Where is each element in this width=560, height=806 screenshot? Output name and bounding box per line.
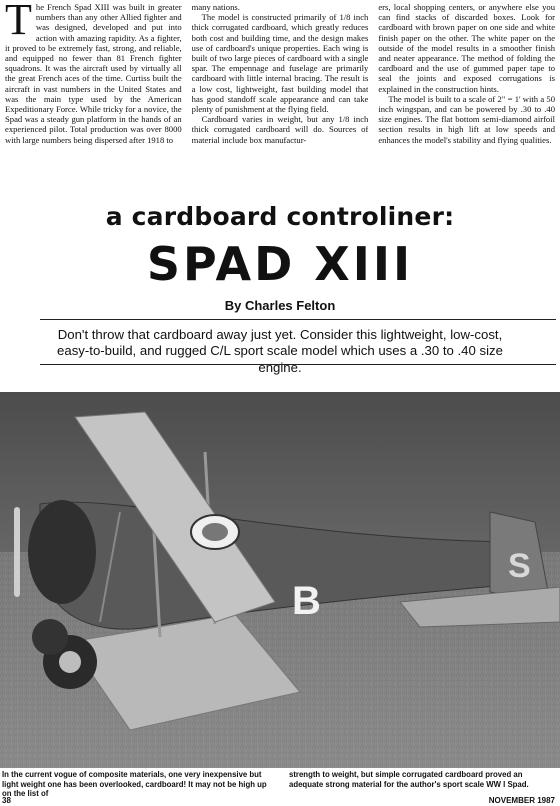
byline: By Charles Felton bbox=[224, 298, 336, 313]
divider-top bbox=[40, 319, 556, 320]
paragraph: Cardboard varies in weight, but any 1/8 inch thick corrugated cardboard will do. Sources of material include box manufactur- bbox=[191, 114, 369, 145]
page-number: 38 bbox=[2, 796, 11, 805]
article-column-2 bbox=[192, 2, 369, 190]
article-subtitle: a cardboard controliner: bbox=[105, 202, 455, 231]
paragraph: many nations. bbox=[191, 2, 240, 12]
paragraph: The model is constructed primarily of 1/8 inch thick corrugated cardboard, which greatly reduces both cost and building time, and the design makes use of cardboard's unique properties. Each wing is built of two large pieces of cardboard with a single spar. The empennage and fuselage are primarily cardboard with little internal bracing. The result is a low cost, lightweight, fast building model that has good standoff scale appearance and can take plenty of punishment at the flying field. bbox=[191, 12, 369, 115]
photo-caption-right: strength to weight, but simple corrugated cardboard proved an adequate strong material for the author's sport scale WW I Spad. bbox=[289, 770, 529, 789]
issue-date: NOVEMBER 1987 bbox=[488, 796, 555, 805]
photo-illustration bbox=[0, 392, 560, 768]
wheel-left-hub bbox=[59, 651, 81, 673]
engine-cowling bbox=[28, 500, 96, 604]
fuselage-letter: B bbox=[292, 579, 321, 623]
drop-cap: T bbox=[5, 2, 32, 44]
wing-roundel-center bbox=[202, 523, 228, 541]
paragraph: The French Spad XIII was built in greater numbers than any other Allied fighter and was designed, developed and put into action with amazing rapidity. As a fighter, it proved to be extremely fast, strong, and reliable, and equipped no fewer than 81 French fighter squadrons. It was the aircraft used by virtually all the great French aces of the time. Curtiss built the aircraft in vast numbers in the United States and was the main type used by the American Expeditionary Force. While tricky for a novice, the Spad was a steady gun platform in the hands of an experienced pilot. Total production was over 8000 with large numbers being dispersed after 1918 to bbox=[5, 2, 182, 145]
article-deck: Don't throw that cardboard away just yet. Consider this lightweight, low-cost, easy-to-build, and rugged C/L sport scale model which uses a .30 to .40 size engine. bbox=[57, 327, 503, 375]
spad-model-photo bbox=[0, 392, 560, 768]
paragraph: The model is built to a scale of 2" = 1' with a 50 inch wingspan, and can be powered by .30 to .40 size engines. The flat bottom semi-diamond airfoil section results in high lift at low speeds and enhances the model's stability and flying qualities. bbox=[378, 93, 556, 145]
tail-letter: S bbox=[508, 547, 531, 585]
article-body bbox=[5, 2, 555, 190]
wheel-right bbox=[32, 619, 68, 655]
article-title: SPAD XIII bbox=[146, 237, 414, 291]
article-column-1 bbox=[5, 2, 182, 190]
propeller bbox=[14, 507, 20, 597]
divider-bottom bbox=[40, 364, 556, 365]
paragraph: ers, local shopping centers, or anywhere else you can find stacks of discarded boxes. Look for cardboard with brown paper on one side and white finish paper on the other. The white paper on the outside of the model results in a smoother finish and neater appearance. The method of folding the cardboard and the use of gummed paper tape to seal the joints and exposed corrugations is explained in the construction hints. bbox=[378, 2, 556, 94]
article-column-3 bbox=[378, 2, 555, 190]
photo-caption-left: In the current vogue of composite materials, one very inexpensive but light weight one has been overlooked, cardboard! It may not be high up on the list of bbox=[2, 770, 267, 799]
